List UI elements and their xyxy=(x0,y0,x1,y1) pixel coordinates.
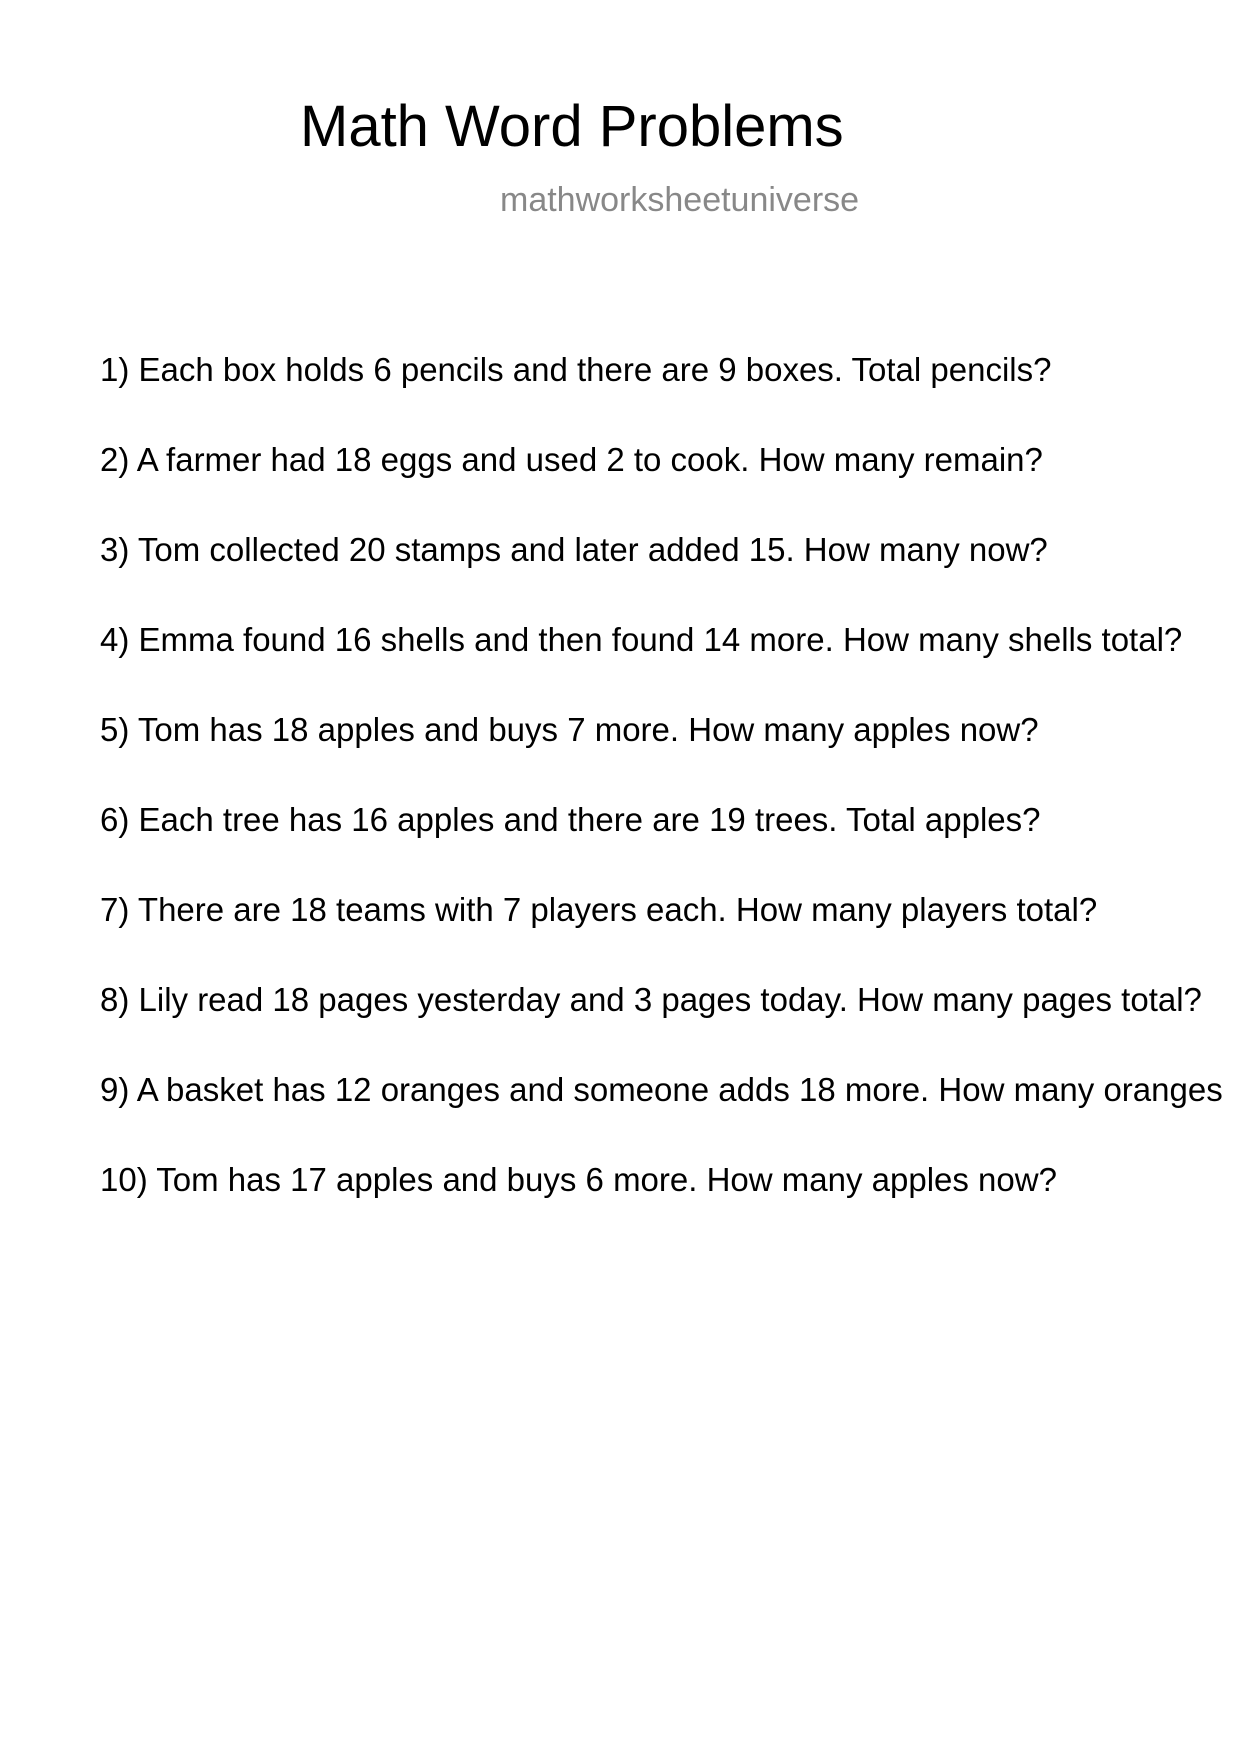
problem-item: 7) There are 18 teams with 7 players each. How many players total? xyxy=(100,891,1098,928)
problem-item: 5) Tom has 18 apples and buys 7 more. How many apples now? xyxy=(100,711,1039,748)
problem-item: 9) A basket has 12 oranges and someone adds 18 more. How many oranges xyxy=(100,1071,1223,1108)
problem-list xyxy=(100,352,1223,1252)
problem-item: 8) Lily read 18 pages yesterday and 3 pages today. How many pages total? xyxy=(100,981,1202,1018)
problem-item: 6) Each tree has 16 apples and there are 19 trees. Total apples? xyxy=(100,801,1041,838)
page-subtitle: mathworksheetuniverse xyxy=(500,181,860,219)
problem-item: 4) Emma found 16 shells and then found 14 more. How many shells total? xyxy=(100,621,1183,658)
problem-item: 1) Each box holds 6 pencils and there are 9 boxes. Total pencils? xyxy=(100,351,1052,388)
problem-item: 3) Tom collected 20 stamps and later added 15. How many now? xyxy=(100,531,1048,568)
problem-item: 2) A farmer had 18 eggs and used 2 to cook. How many remain? xyxy=(100,441,1043,478)
problem-item: 10) Tom has 17 apples and buys 6 more. How many apples now? xyxy=(100,1161,1057,1198)
page-title: Math Word Problems xyxy=(300,94,844,159)
